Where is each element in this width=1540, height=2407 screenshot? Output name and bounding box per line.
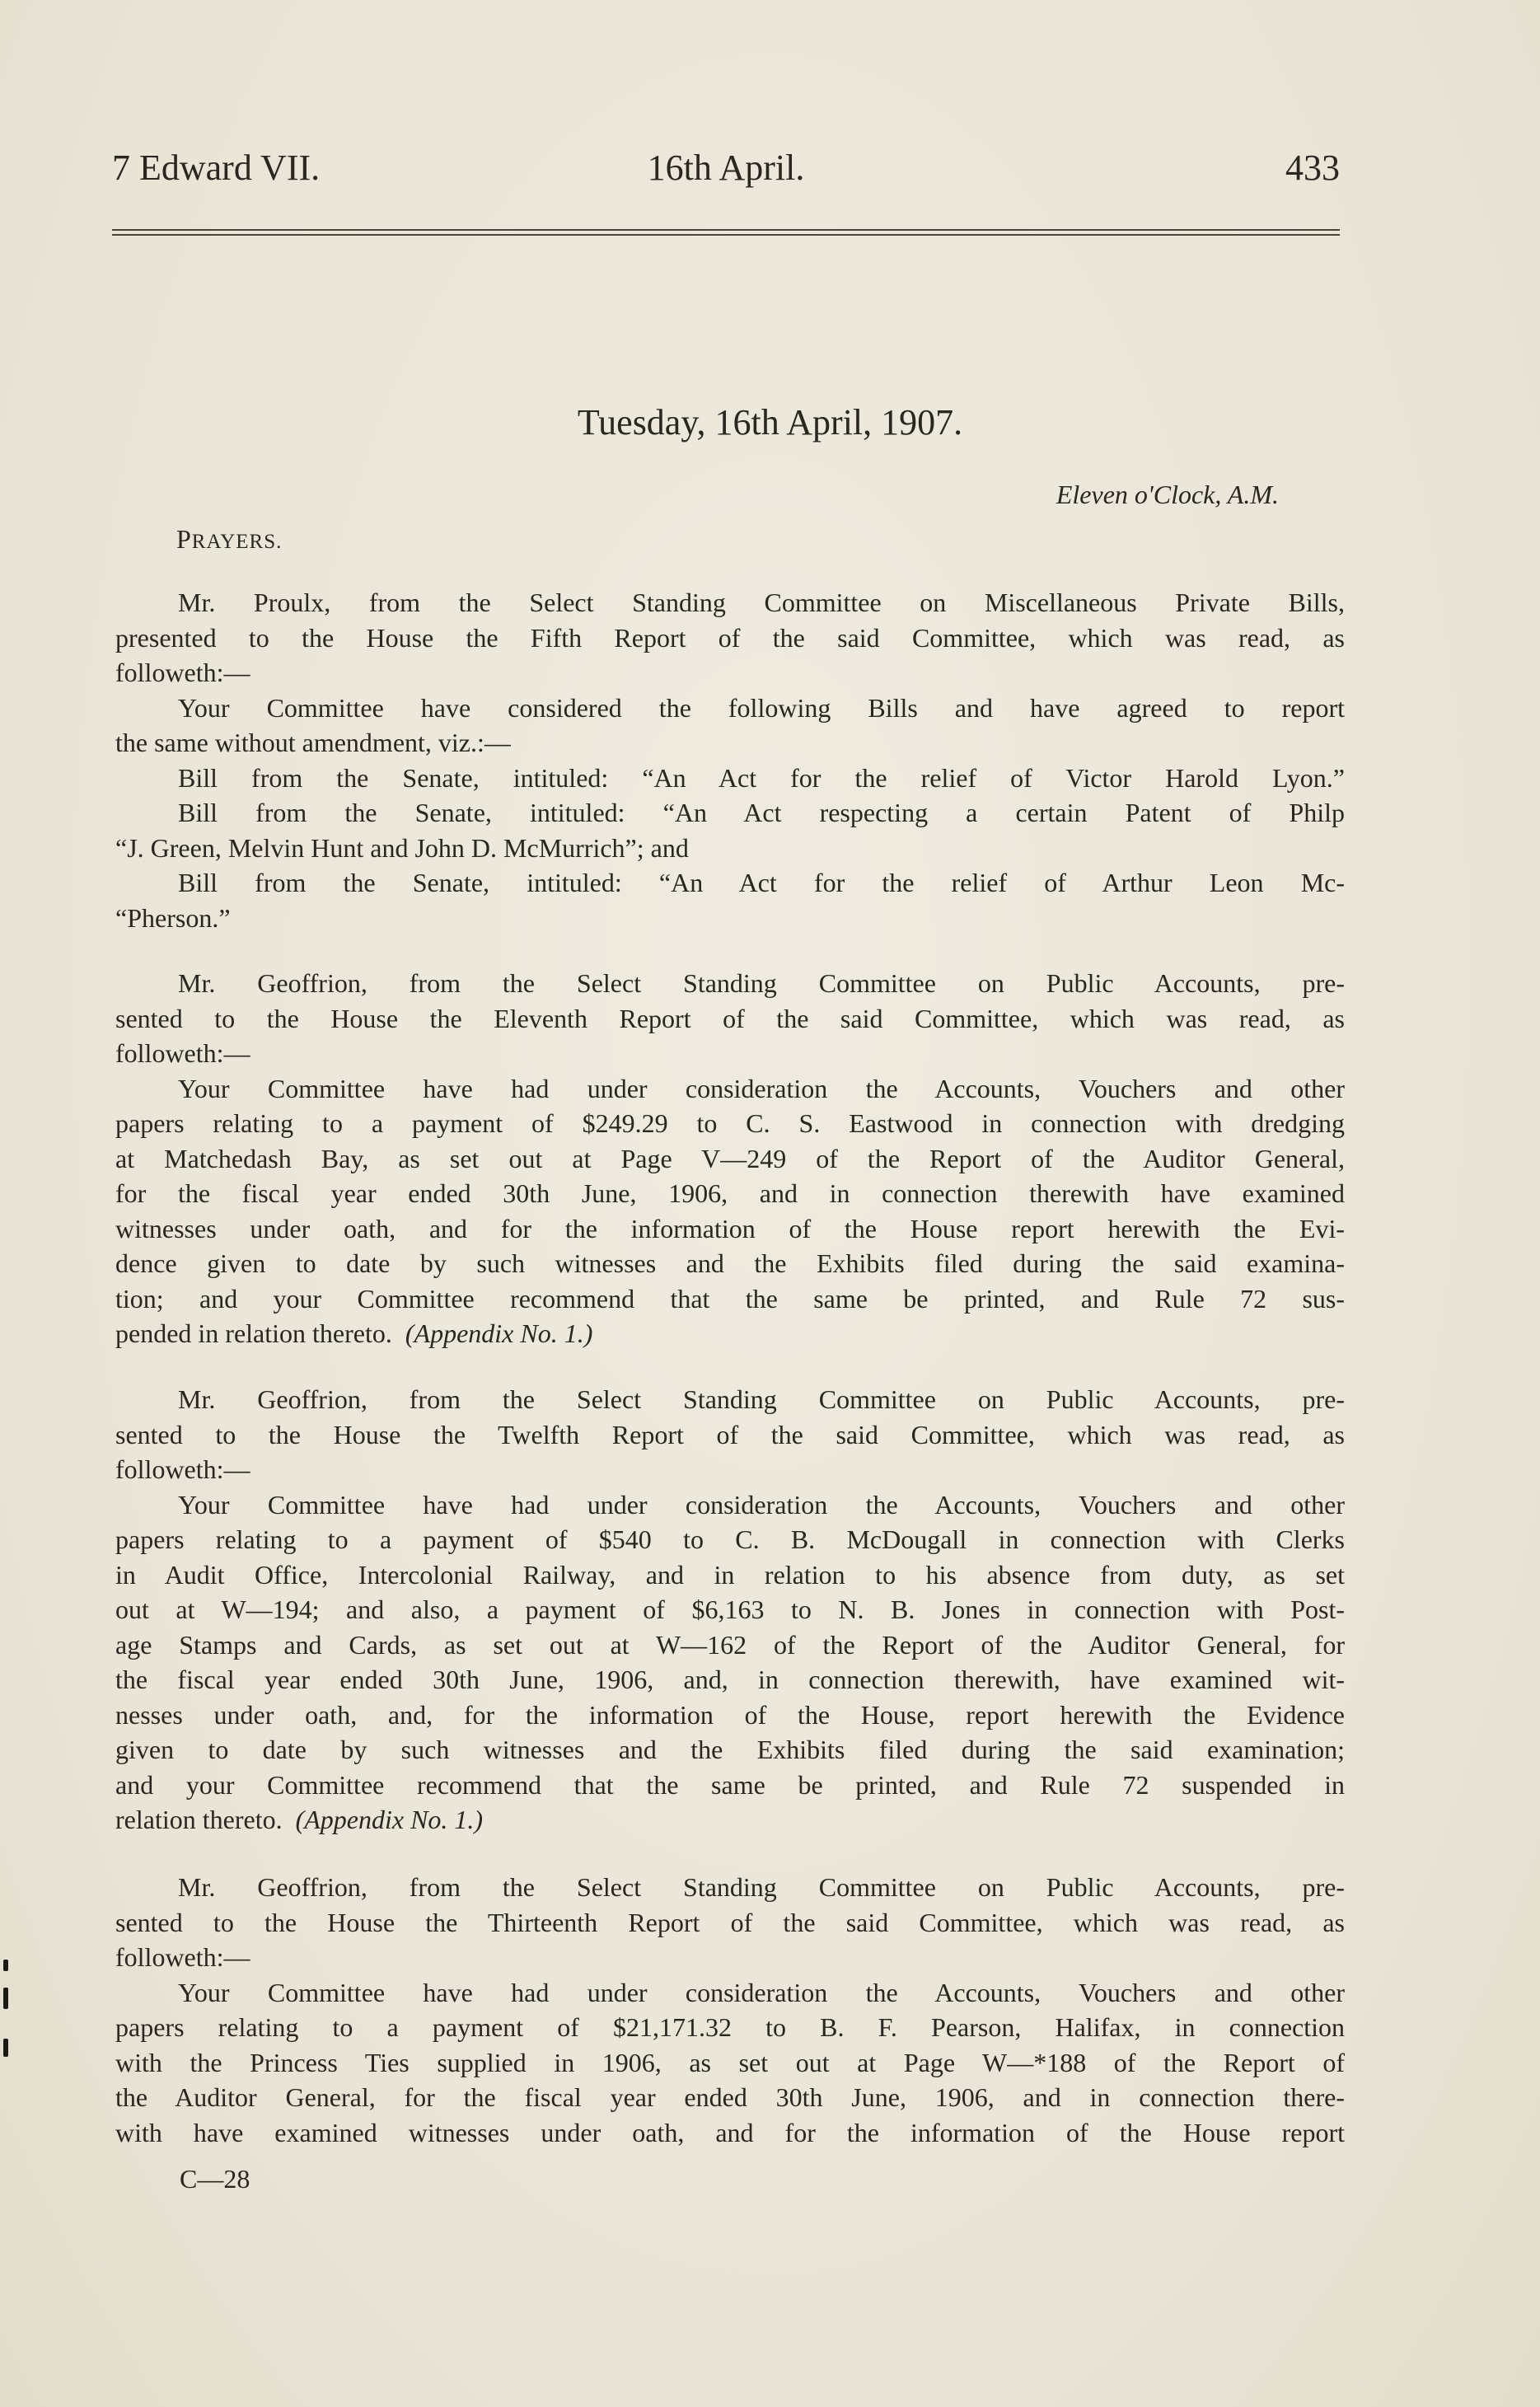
header-double-rule: [112, 229, 1340, 239]
running-head-regnal-year: 7 Edward VII.: [112, 148, 321, 188]
text-line: followeth:—: [115, 1942, 250, 1972]
bill-line: “Pherson.”: [115, 902, 231, 933]
text-line: with have examined witnesses under oath, and for the information of the House report: [115, 2117, 1345, 2147]
section-eleventh-report: [115, 966, 1345, 1351]
text-line: followeth:—: [115, 1454, 250, 1484]
text-line: with the Princess Ties supplied in 1906, as set out at Page W—*188 of the Report of: [115, 2047, 1345, 2077]
bill-line: Bill from the Senate, intituled: “An Act respecting a certain Patent of Philp: [178, 798, 1345, 827]
text-line: and your Committee recommend that the same be printed, and Rule 72 suspended in: [115, 1769, 1345, 1800]
appendix-reference: (Appendix No. 1.): [405, 1318, 593, 1348]
prayers-heading: PRAYERS.: [176, 524, 283, 554]
bill-line: Bill from the Senate, intituled: “An Act for the relief of Arthur Leon Mc-: [178, 868, 1345, 897]
text-line: papers relating to a payment of $249.29 to C. S. Eastwood in connection with dredging: [115, 1108, 1345, 1138]
text-line: at Matchedash Bay, as set out at Page V—249 of the Report of the Auditor General,: [115, 1143, 1345, 1173]
text-line: the fiscal year ended 30th June, 1906, and, in connection therewith, have examined wit-: [115, 1665, 1345, 1694]
sitting-time: Eleven o'Clock, A.M.: [1056, 480, 1279, 509]
text-line: Mr. Proulx, from the Select Standing Committee on Miscellaneous Private Bills,: [178, 588, 1345, 617]
text-line: Mr. Geoffrion, from the Select Standing Committee on Public Accounts, pre-: [178, 1872, 1345, 1902]
section-proulx-report: [115, 585, 1345, 935]
text-line: the Auditor General, for the fiscal year ended 30th June, 1906, and in connection there-: [115, 2082, 1345, 2112]
appendix-reference: (Appendix No. 1.): [295, 1805, 484, 1834]
text-line: age Stamps and Cards, as set out at W—162 of the Report of the Auditor General, for: [115, 1629, 1345, 1660]
running-head: [112, 147, 1340, 196]
text-line: nesses under oath, and, for the information of the House, report herewith the Evidence: [115, 1699, 1345, 1730]
running-head-date: 16th April.: [647, 148, 805, 188]
text-line: in Audit Office, Intercolonial Railway, and in relation to his absence from duty, as set: [115, 1559, 1345, 1590]
text-line: Your Committee have had under consideration the Accounts, Vouchers and other: [178, 1977, 1345, 2007]
text-line: sented to the House the Eleventh Report of the said Committee, which was read, as: [115, 1003, 1345, 1033]
text-line: sented to the House the Twelfth Report of the said Committee, which was read, as: [115, 1419, 1345, 1449]
page-number: 433: [1285, 148, 1340, 188]
text-line: witnesses under oath, and for the information of the House report herewith the Evi-: [115, 1213, 1345, 1243]
text-line: followeth:—: [115, 658, 250, 687]
text-fragment: pended in relation thereto.: [115, 1318, 392, 1348]
text-line: sented to the House the Thirteenth Report of the said Committee, which was read, as: [115, 1907, 1345, 1937]
text-line: tion; and your Committee recommend that the same be printed, and Rule 72 sus-: [115, 1283, 1345, 1314]
text-line: out at W—194; and also, a payment of $6,163 to N. B. Jones in connection with Post-: [115, 1595, 1345, 1624]
section-twelfth-report: [115, 1382, 1345, 1838]
text-line: papers relating to a payment of $540 to C. B. McDougall in connection with Clerks: [115, 1524, 1345, 1554]
text-line: Mr. Geoffrion, from the Select Standing Committee on Public Accounts, pre-: [178, 968, 1345, 998]
text-line: papers relating to a payment of $21,171.32 to B. F. Pearson, Halifax, in connection: [115, 2012, 1345, 2042]
section-thirteenth-report: [115, 1870, 1345, 2150]
text-line: presented to the House the Fifth Report of the said Committee, which was read, as: [115, 622, 1345, 653]
text-line: [115, 1802, 1345, 1838]
binding-mark: [3, 1960, 8, 1971]
binding-mark: [3, 1988, 8, 2009]
text-line: dence given to date by such witnesses and the Exhibits filed during the said examina-: [115, 1248, 1345, 1278]
text-line: the same without amendment, viz.:—: [115, 728, 511, 757]
text-line: Your Committee have had under consideration the Accounts, Vouchers and other: [178, 1489, 1345, 1520]
text-line: for the fiscal year ended 30th June, 1906, and in connection therewith have examined: [115, 1178, 1345, 1208]
text-line: Your Committee have had under consideration the Accounts, Vouchers and other: [178, 1073, 1345, 1103]
signature-mark: C—28: [180, 2164, 250, 2194]
binding-mark: [3, 2039, 8, 2057]
bill-line: “J. Green, Melvin Hunt and John D. McMurrich”; and: [115, 832, 689, 863]
date-heading: Tuesday, 16th April, 1907.: [577, 402, 963, 443]
text-line: [115, 1316, 1345, 1351]
text-line: Your Committee have considered the following Bills and have agreed to report: [178, 692, 1345, 723]
text-line: given to date by such witnesses and the Exhibits filed during the said examination;: [115, 1735, 1345, 1764]
bill-line: Bill from the Senate, intituled: “An Act for the relief of Victor Harold Lyon.”: [178, 762, 1345, 793]
text-fragment: relation thereto.: [115, 1805, 283, 1834]
text-line: Mr. Geoffrion, from the Select Standing Committee on Public Accounts, pre-: [178, 1384, 1345, 1414]
text-line: followeth:—: [115, 1038, 250, 1068]
